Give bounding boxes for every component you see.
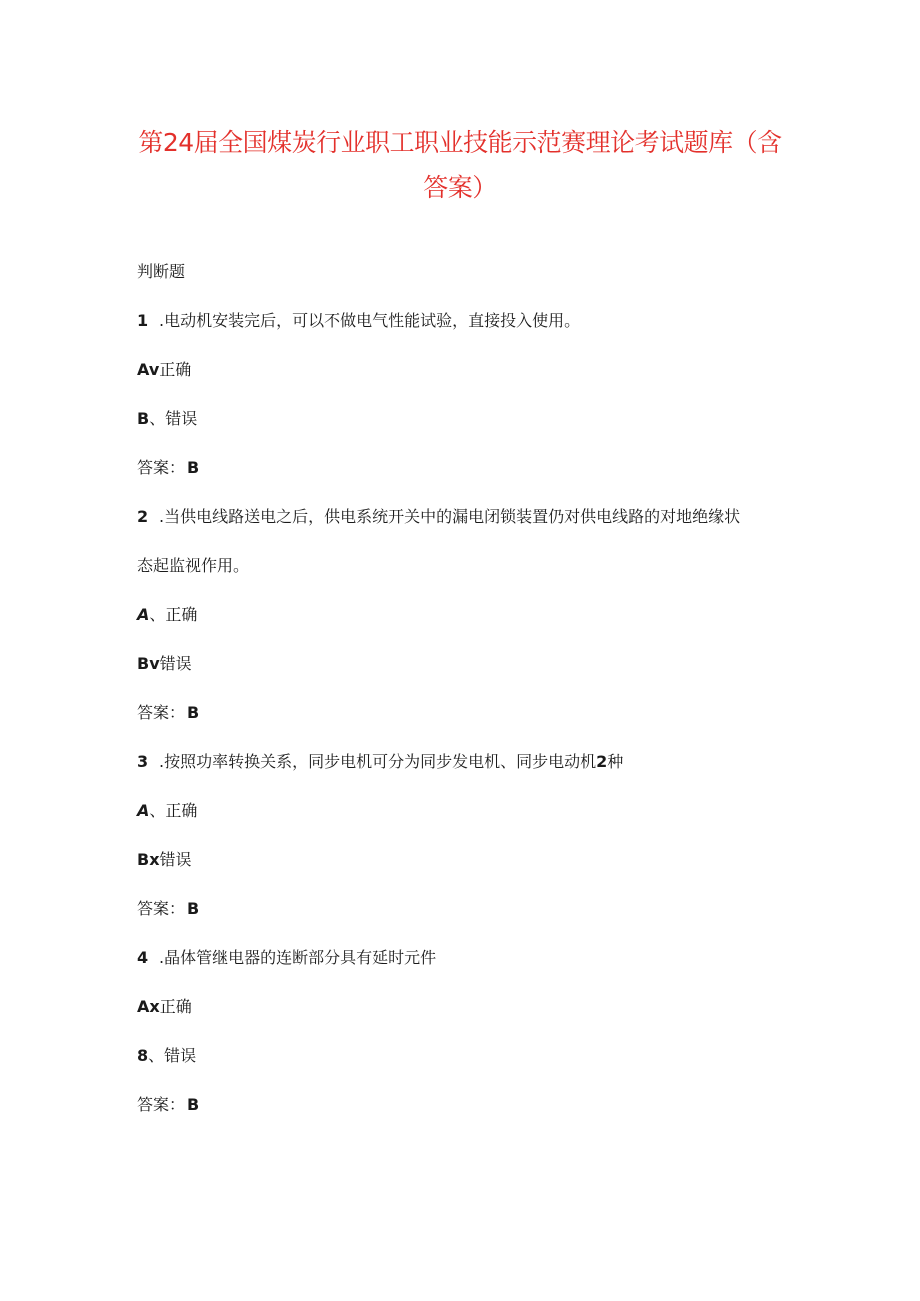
- section-heading: 判断题: [137, 262, 186, 281]
- question-number: 4: [137, 948, 149, 967]
- answer-label: 答案：: [137, 1095, 186, 1114]
- question-3-option-a: [137, 799, 197, 823]
- answer-value: B: [187, 458, 200, 477]
- option-lead: Bv: [137, 654, 160, 673]
- question-number: 3: [137, 752, 149, 771]
- question-2-answer: [137, 701, 199, 725]
- question-2: [137, 505, 740, 529]
- option-lead: Bx: [137, 850, 160, 869]
- question-1-option-a: [137, 358, 191, 382]
- question-text-number: 2: [596, 752, 608, 771]
- answer-label: 答案：: [137, 703, 186, 722]
- question-2-option-b: [137, 652, 192, 676]
- question-1-answer: [137, 456, 199, 480]
- question-text-end: 种: [607, 752, 624, 771]
- question-3: [137, 750, 623, 774]
- option-text: 正确: [159, 360, 192, 379]
- option-lead: A: [137, 605, 150, 624]
- question-text: .晶体管继电器的连断部分具有延时元件: [159, 948, 437, 967]
- option-lead: B: [137, 409, 150, 428]
- option-lead: Av: [137, 360, 160, 379]
- question-number: 2: [137, 507, 149, 526]
- option-lead: Ax: [137, 997, 160, 1016]
- question-4-option-a: [137, 995, 192, 1019]
- question-4: [137, 946, 436, 970]
- option-lead: A: [137, 801, 150, 820]
- option-text: 错误: [159, 654, 192, 673]
- question-text: .电动机安装完后，可以不做电气性能试验，直接投入使用。: [159, 311, 581, 330]
- answer-value: B: [187, 1095, 200, 1114]
- option-lead: 8: [137, 1046, 149, 1065]
- answer-value: B: [187, 703, 200, 722]
- question-4-answer: [137, 1093, 199, 1117]
- question-number: 1: [137, 311, 149, 330]
- question-3-answer: [137, 897, 199, 921]
- document-title: [120, 120, 800, 210]
- question-1: [137, 309, 580, 333]
- question-4-option-b: [137, 1044, 196, 1068]
- option-text: 、错误: [148, 1046, 197, 1065]
- question-1-option-b: [137, 407, 197, 431]
- title-line-2: 答案）: [423, 173, 497, 202]
- answer-value: B: [187, 899, 200, 918]
- option-text: 、正确: [149, 605, 198, 624]
- option-text: 正确: [159, 997, 192, 1016]
- option-text: 、错误: [149, 409, 198, 428]
- answer-label: 答案：: [137, 899, 186, 918]
- option-text: 错误: [159, 850, 192, 869]
- answer-label: 答案：: [137, 458, 186, 477]
- question-2-continuation: 态起监视作用。: [137, 556, 250, 575]
- question-text: .当供电线路送电之后，供电系统开关中的漏电闭锁装置仍对供电线路的对地绝缘状: [159, 507, 741, 526]
- question-text: .按照功率转换关系，同步电机可分为同步发电机、同步电动机: [159, 752, 597, 771]
- question-2-option-a: [137, 603, 197, 627]
- option-text: 、正确: [149, 801, 198, 820]
- question-3-option-b: [137, 848, 192, 872]
- title-line-1: 第24届全国煤炭行业职工职业技能示范赛理论考试题库（含: [138, 128, 782, 157]
